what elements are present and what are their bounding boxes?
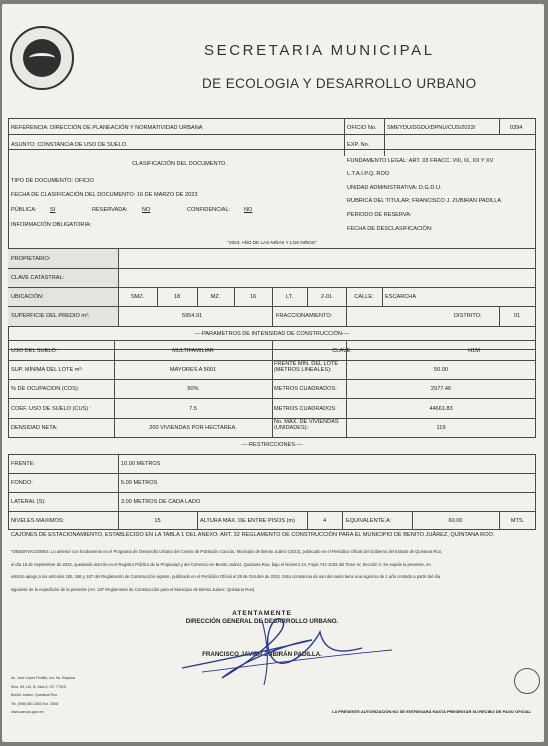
footer-notice: LA PRESENTE AUTORIZACIÓN NO SE ENTREGARÁ HASTA PRESENTAR SU RECIBO DE PAGO OFICIAL	[332, 709, 532, 714]
mz-label: MZ.	[210, 294, 221, 300]
smz-value: 18	[173, 294, 181, 300]
address-line: Smz. 59, Lte. B, Mza 5, CP. 77515	[11, 684, 66, 689]
distrito-value: 01	[514, 313, 521, 319]
cos-m2-label: METROS CUADRADOS:	[274, 386, 337, 392]
oficio-label: OFICIO No.	[347, 125, 377, 131]
frente-label: FRENTE:	[11, 461, 35, 467]
tipo-documento: TIPO DE DOCUMENTO: OFICIO	[11, 178, 94, 184]
niveles-label: NIVELES MAXIMOS:	[11, 518, 65, 524]
clasificacion-title: CLASIFICACIÓN DEL DOCUMENTO.	[132, 161, 227, 167]
altura-value: 4	[322, 518, 327, 524]
reservada-value: NO	[142, 207, 151, 213]
asunto-text: ASUNTO: CONSTANCIA DE USO DE SUELO.	[11, 142, 128, 148]
smz-label: SMZ.	[130, 294, 145, 300]
fecha-desclasificacion: FECHA DE DESCLASIFICACIÓN:	[347, 226, 433, 232]
cos-label: % DE OCUPACION (COS):	[11, 386, 80, 392]
header-line-1: SECRETARIA MUNICIPAL	[204, 42, 435, 59]
frente-min-label: FRENTE MÍN. DEL LOTE (METROS LINEALES):	[274, 361, 339, 374]
observaciones-line: *OBSERVACIONES: Lo anterior con fundamento en el Programa de Desarrollo Urbano del Centro de Población Cancún, Municipio de Benito Juárez (2022), publicado en el Periódico Oficial del Gobierno del Estado de Quintana Roo,	[11, 549, 443, 554]
densidad-label: DENSIDAD NETA:	[11, 425, 58, 431]
cajones-text: CAJONES DE ESTACIONAMIENTO, ESTABLECIDO EN LA TABLA 1 DEL ANEXO: ART. 32 REGLAMENTO DE CONSTRUCCIÓN PARA EL MUNICIPIO DE BENITO JUÁREZ, QUINTANA ROO.	[11, 532, 495, 538]
unidad-administrativa: UNIDAD ADMINISTRATIVA: D.G.D.U.	[347, 185, 442, 191]
fecha-clasificacion: FECHA DE CLASIFICACIÓN DEL DOCUMENTO: 16 DE MARZO DE 2023	[11, 192, 198, 198]
observaciones-line: siguiente de la expedición de la presente (Art. 187 Reglamento de Construcción para el Municipio de Benito Juárez, Quintana Roo).	[11, 586, 256, 592]
calle-value: ESCARCHA	[385, 294, 417, 300]
max-viviendas-value: 119	[436, 425, 446, 431]
seal-emblem-icon	[23, 39, 61, 77]
uso-suelo-label: USO DEL SUELO :	[11, 348, 59, 354]
oficio-number: 0394	[510, 125, 523, 131]
municipal-seal-logo	[10, 26, 74, 90]
propietario-label: PROPIETARIO:	[11, 256, 51, 262]
confidencial-value: NO	[244, 207, 253, 213]
sup-minima-value: MAYORES A 5001	[169, 367, 217, 373]
clave-value: H1M	[468, 348, 480, 354]
reservada-label: RESERVADA:	[92, 207, 128, 213]
equivalente-value: 60.00	[448, 518, 463, 524]
address-line: Tel. (998) 881 2800 Ext. 3008	[11, 701, 59, 706]
lt-label: LT.	[285, 294, 294, 300]
ltaipq: L.T.A.I.P.Q. ROO	[347, 171, 390, 177]
cos-value: 50%	[187, 386, 199, 392]
parametros-title: ----PARAMETROS DE INTENSIDAD DE CONSTRUCCIÓN----	[194, 331, 350, 337]
distrito-label: DISTRITO:	[454, 313, 482, 319]
mz-value: 16	[249, 294, 257, 300]
cus-value: 7.5	[189, 406, 197, 412]
frente-min-value: 50.00	[434, 367, 448, 373]
observaciones-line: el día 16 de Septiembre de 2022, quedando inscrito en el Registro Público de la Propiedad y del Comercio en Benito Juárez, Quintana Roo, bajo el Número 24, Fojas 741-1034 del Tomo IV, Sección V. Se expide la presente, en	[11, 561, 431, 567]
cus-m2-label: METROS CUADRADOS:	[274, 406, 337, 412]
header-line-2: DE ECOLOGIA Y DESARROLLO URBANO	[202, 76, 477, 91]
calle-label: CALLE:	[354, 294, 374, 300]
niveles-value: 15	[154, 518, 161, 524]
frente-value: 10.00 METROS	[121, 461, 161, 467]
periodo-reserva: PERIODO DE RESERVA:	[347, 212, 412, 218]
direccion-general: DIRECCIÓN GENERAL DE DESARROLLO URBANO.	[185, 618, 339, 625]
address-line: Benito Juárez, Quintana Roo	[11, 693, 58, 698]
max-viviendas-label: No. MAX. DE VIVIENDAS (UNIDADES):	[274, 419, 339, 432]
densidad-value: 200 VIVIENDAS POR HECTAREA.	[149, 425, 237, 431]
superficie-label: SUPERFICIE DEL PREDIO m²:	[11, 313, 90, 319]
publica-value: SI	[50, 207, 56, 213]
address-line: Av. José López Portillo, mz. 9a. Esquina	[11, 676, 75, 680]
info-obligatoria: INFORMACIÓN OBLIGATORIA:	[11, 222, 92, 228]
handwritten-signature	[162, 590, 402, 690]
atentamente: ATENTAMENTE	[232, 610, 292, 617]
restricciones-title: ----RESTRICCIONES----	[241, 442, 303, 448]
cos-m2-value: 2977.46	[430, 386, 452, 392]
cus-m2-value: 44661.83	[429, 406, 453, 412]
lateral-label: LATERAL (S):	[11, 499, 46, 505]
document-page	[2, 4, 544, 742]
observaciones	[11, 549, 539, 593]
fondo-label: FONDO:	[11, 480, 33, 486]
lt-value: 2-01	[320, 294, 333, 300]
exp-label: EXP. No.	[347, 142, 370, 148]
referencia-text: REFERENCIA: DIRECCIÓN DE PLANEACIÓN Y NORMATIVIDAD URBANA	[11, 125, 203, 131]
stamp-icon	[514, 668, 540, 694]
uso-suelo-value: MULTIFAMILIAR	[172, 348, 214, 354]
equivalente-label: EQUIVALENTE A:	[346, 518, 392, 524]
clave-catastral-label: CLAVE CATASTRAL:	[11, 275, 65, 281]
publica-label: PÚBLICA:	[11, 207, 37, 213]
equivalente-unit: MTS.	[510, 518, 525, 524]
fundamento-legal: FUNDAMENTO LEGAL: ART. 03 FRACC. VIII, IX, XII Y XV	[347, 158, 494, 164]
ubicacion-label: UBICACIÓN:	[11, 294, 44, 300]
superficie-value: 5954.91	[182, 313, 203, 319]
footer-address	[11, 676, 91, 716]
fondo-value: 5.00 METROS	[121, 480, 158, 486]
signatory-name: FRANCISCO JAVIER ZUBIRÁN PADILLA.	[202, 651, 322, 658]
confidencial-label: CONFIDENCIAL:	[187, 207, 231, 213]
cus-label: COEF. USO DE SUELO (CUS) :	[11, 406, 92, 412]
oficio-value: SMEYDU/DGDU/DPNU/CUS/2023/	[387, 125, 476, 131]
observaciones-line: estricto apego a los artículos 185, 186 y 187 del Reglamento de Construcción vigente, publicado en el Periódico Oficial el 28 de Octubre de 2021. Esta constancia de uso del suelo tiene una vigencia de 1 año contado a partir del día	[11, 574, 441, 579]
year-motto: "2023, AÑO DE LAS NIÑAS Y LOS NIÑOS"	[227, 240, 317, 245]
lateral-value: 3.00 METROS DE CADA LADO	[121, 499, 201, 505]
fraccionamiento-label: FRACCIONAMIENTO:	[276, 313, 333, 319]
altura-label: ALTURA MAX. DE ENTRE PISOS (m)	[200, 518, 296, 524]
address-line: www.cancun.gob.mx	[11, 710, 44, 715]
sup-minima-label: SUP. MÍNIMA DEL LOTE m²:	[11, 367, 83, 373]
clave-label: CLAVE:	[332, 348, 352, 354]
rubrica-titular: RUBRICA DEL TITULAR: FRANCISCO J. ZUBIRAN PADILLA	[347, 198, 502, 204]
